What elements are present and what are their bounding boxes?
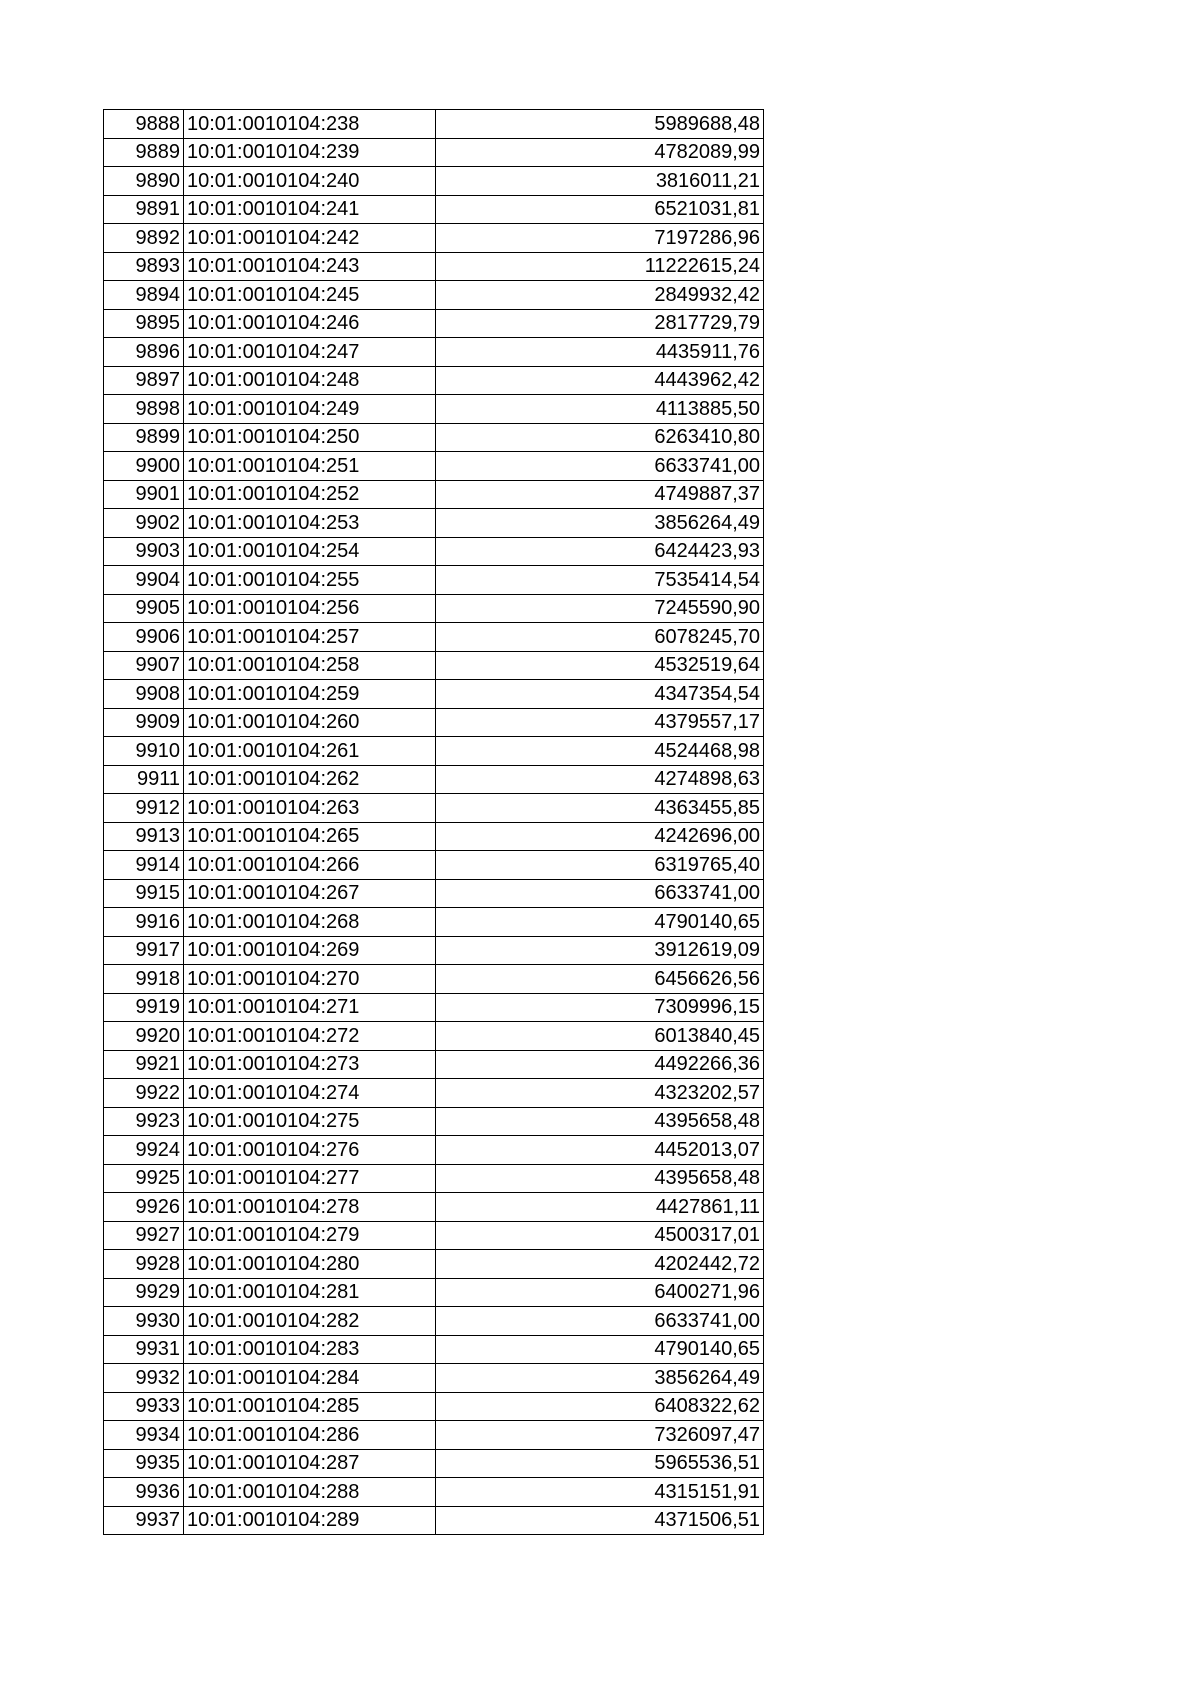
- cadastral-value-cell: 4492266,36: [436, 1050, 764, 1079]
- cadastral-number-cell: 10:01:0010104:241: [184, 195, 436, 224]
- cadastral-number-cell: 10:01:0010104:277: [184, 1164, 436, 1193]
- row-number-cell: 9893: [104, 252, 184, 281]
- cadastral-value-cell: 7245590,90: [436, 594, 764, 623]
- cadastral-value-cell: 6633741,00: [436, 452, 764, 481]
- table-row: [104, 509, 764, 538]
- table-row: [104, 965, 764, 994]
- cadastral-number-cell: 10:01:0010104:240: [184, 167, 436, 196]
- cadastral-value-cell: 6633741,00: [436, 879, 764, 908]
- row-number-cell: 9904: [104, 566, 184, 595]
- row-number-cell: 9910: [104, 737, 184, 766]
- cadastral-value-cell: 6400271,96: [436, 1278, 764, 1307]
- table-row: [104, 1107, 764, 1136]
- cadastral-number-cell: 10:01:0010104:259: [184, 680, 436, 709]
- row-number-cell: 9906: [104, 623, 184, 652]
- cadastral-number-cell: 10:01:0010104:254: [184, 537, 436, 566]
- cadastral-value-cell: 4323202,57: [436, 1079, 764, 1108]
- row-number-cell: 9900: [104, 452, 184, 481]
- table-row: [104, 138, 764, 167]
- row-number-cell: 9896: [104, 338, 184, 367]
- cadastral-number-cell: 10:01:0010104:280: [184, 1250, 436, 1279]
- cadastral-number-cell: 10:01:0010104:248: [184, 366, 436, 395]
- cadastral-value-cell: 4363455,85: [436, 794, 764, 823]
- row-number-cell: 9905: [104, 594, 184, 623]
- table-row: [104, 1335, 764, 1364]
- cadastral-value-cell: 4790140,65: [436, 1335, 764, 1364]
- table-row: [104, 1278, 764, 1307]
- cadastral-value-cell: 6424423,93: [436, 537, 764, 566]
- cadastral-value-cell: 2817729,79: [436, 309, 764, 338]
- cadastral-number-cell: 10:01:0010104:286: [184, 1421, 436, 1450]
- table-row: [104, 480, 764, 509]
- table-row: [104, 1050, 764, 1079]
- row-number-cell: 9932: [104, 1364, 184, 1393]
- row-number-cell: 9922: [104, 1079, 184, 1108]
- cadastral-number-cell: 10:01:0010104:287: [184, 1449, 436, 1478]
- row-number-cell: 9903: [104, 537, 184, 566]
- table-row: [104, 1221, 764, 1250]
- cadastral-value-cell: 6319765,40: [436, 851, 764, 880]
- table-row: [104, 1164, 764, 1193]
- cadastral-number-cell: 10:01:0010104:243: [184, 252, 436, 281]
- table-row: [104, 366, 764, 395]
- cadastral-number-cell: 10:01:0010104:266: [184, 851, 436, 880]
- cadastral-number-cell: 10:01:0010104:250: [184, 423, 436, 452]
- row-number-cell: 9913: [104, 822, 184, 851]
- cadastral-value-cell: 4435911,76: [436, 338, 764, 367]
- cadastral-number-cell: 10:01:0010104:281: [184, 1278, 436, 1307]
- table-row: [104, 423, 764, 452]
- row-number-cell: 9927: [104, 1221, 184, 1250]
- row-number-cell: 9919: [104, 993, 184, 1022]
- cadastral-number-cell: 10:01:0010104:265: [184, 822, 436, 851]
- cadastral-value-cell: 6263410,80: [436, 423, 764, 452]
- row-number-cell: 9935: [104, 1449, 184, 1478]
- cadastral-value-cell: 6456626,56: [436, 965, 764, 994]
- table-row: [104, 395, 764, 424]
- row-number-cell: 9934: [104, 1421, 184, 1450]
- cadastral-value-cell: 4395658,48: [436, 1107, 764, 1136]
- cadastral-value-cell: 3856264,49: [436, 1364, 764, 1393]
- table-row: [104, 309, 764, 338]
- cadastral-value-cell: 4395658,48: [436, 1164, 764, 1193]
- cadastral-value-cell: 4274898,63: [436, 765, 764, 794]
- cadastral-number-cell: 10:01:0010104:239: [184, 138, 436, 167]
- cadastral-number-cell: 10:01:0010104:258: [184, 651, 436, 680]
- table-row: [104, 680, 764, 709]
- table-row: [104, 537, 764, 566]
- cadastral-value-cell: 4524468,98: [436, 737, 764, 766]
- cadastral-number-cell: 10:01:0010104:274: [184, 1079, 436, 1108]
- row-number-cell: 9891: [104, 195, 184, 224]
- cadastral-number-cell: 10:01:0010104:247: [184, 338, 436, 367]
- row-number-cell: 9914: [104, 851, 184, 880]
- cadastral-value-cell: 4347354,54: [436, 680, 764, 709]
- cadastral-value-cell: 6521031,81: [436, 195, 764, 224]
- cadastral-number-cell: 10:01:0010104:270: [184, 965, 436, 994]
- table-row: [104, 908, 764, 937]
- table-row: [104, 1364, 764, 1393]
- cadastral-value-cell: 4782089,99: [436, 138, 764, 167]
- row-number-cell: 9908: [104, 680, 184, 709]
- cadastral-number-cell: 10:01:0010104:268: [184, 908, 436, 937]
- cadastral-value-cell: 6633741,00: [436, 1307, 764, 1336]
- cadastral-number-cell: 10:01:0010104:261: [184, 737, 436, 766]
- row-number-cell: 9918: [104, 965, 184, 994]
- table-row: [104, 452, 764, 481]
- cadastral-value-cell: 4113885,50: [436, 395, 764, 424]
- cadastral-number-cell: 10:01:0010104:267: [184, 879, 436, 908]
- cadastral-value-cell: 11222615,24: [436, 252, 764, 281]
- table-row: [104, 822, 764, 851]
- row-number-cell: 9895: [104, 309, 184, 338]
- cadastral-value-cell: 4790140,65: [436, 908, 764, 937]
- table-row: [104, 1506, 764, 1535]
- table-row: [104, 594, 764, 623]
- row-number-cell: 9894: [104, 281, 184, 310]
- row-number-cell: 9931: [104, 1335, 184, 1364]
- table-row: [104, 252, 764, 281]
- cadastral-number-cell: 10:01:0010104:283: [184, 1335, 436, 1364]
- table-row: [104, 936, 764, 965]
- cadastral-number-cell: 10:01:0010104:285: [184, 1392, 436, 1421]
- table-row: [104, 794, 764, 823]
- row-number-cell: 9924: [104, 1136, 184, 1165]
- row-number-cell: 9915: [104, 879, 184, 908]
- table-row: [104, 737, 764, 766]
- table-row: [104, 195, 764, 224]
- cadastral-value-cell: 4532519,64: [436, 651, 764, 680]
- cadastral-value-cell: 3856264,49: [436, 509, 764, 538]
- table-row: [104, 1136, 764, 1165]
- table-row: [104, 765, 764, 794]
- cadastral-number-cell: 10:01:0010104:262: [184, 765, 436, 794]
- row-number-cell: 9912: [104, 794, 184, 823]
- cadastral-number-cell: 10:01:0010104:245: [184, 281, 436, 310]
- cadastral-value-cell: 5989688,48: [436, 110, 764, 139]
- row-number-cell: 9936: [104, 1478, 184, 1507]
- cadastral-value-cell: 4315151,91: [436, 1478, 764, 1507]
- cadastral-value-cell: 3816011,21: [436, 167, 764, 196]
- table-row: [104, 1022, 764, 1051]
- table-row: [104, 1307, 764, 1336]
- cadastral-number-cell: 10:01:0010104:289: [184, 1506, 436, 1535]
- table-row: [104, 1449, 764, 1478]
- table-body: [104, 110, 764, 1535]
- row-number-cell: 9899: [104, 423, 184, 452]
- row-number-cell: 9916: [104, 908, 184, 937]
- cadastral-number-cell: 10:01:0010104:278: [184, 1193, 436, 1222]
- table-row: [104, 110, 764, 139]
- row-number-cell: 9888: [104, 110, 184, 139]
- table-row: [104, 281, 764, 310]
- cadastral-value-cell: 6078245,70: [436, 623, 764, 652]
- row-number-cell: 9892: [104, 224, 184, 253]
- row-number-cell: 9920: [104, 1022, 184, 1051]
- cadastral-number-cell: 10:01:0010104:276: [184, 1136, 436, 1165]
- table-row: [104, 167, 764, 196]
- table-row: [104, 566, 764, 595]
- table-row: [104, 851, 764, 880]
- cadastral-value-cell: 4242696,00: [436, 822, 764, 851]
- row-number-cell: 9929: [104, 1278, 184, 1307]
- cadastral-number-cell: 10:01:0010104:282: [184, 1307, 436, 1336]
- cadastral-value-table: [103, 109, 764, 1535]
- cadastral-number-cell: 10:01:0010104:288: [184, 1478, 436, 1507]
- cadastral-value-cell: 6408322,62: [436, 1392, 764, 1421]
- cadastral-number-cell: 10:01:0010104:256: [184, 594, 436, 623]
- row-number-cell: 9933: [104, 1392, 184, 1421]
- cadastral-value-cell: 7197286,96: [436, 224, 764, 253]
- cadastral-value-cell: 3912619,09: [436, 936, 764, 965]
- cadastral-number-cell: 10:01:0010104:269: [184, 936, 436, 965]
- table-row: [104, 224, 764, 253]
- row-number-cell: 9898: [104, 395, 184, 424]
- cadastral-number-cell: 10:01:0010104:263: [184, 794, 436, 823]
- row-number-cell: 9930: [104, 1307, 184, 1336]
- row-number-cell: 9925: [104, 1164, 184, 1193]
- cadastral-value-cell: 4202442,72: [436, 1250, 764, 1279]
- row-number-cell: 9928: [104, 1250, 184, 1279]
- cadastral-value-cell: 7535414,54: [436, 566, 764, 595]
- cadastral-number-cell: 10:01:0010104:271: [184, 993, 436, 1022]
- cadastral-value-cell: 5965536,51: [436, 1449, 764, 1478]
- row-number-cell: 9937: [104, 1506, 184, 1535]
- cadastral-value-cell: 4443962,42: [436, 366, 764, 395]
- cadastral-number-cell: 10:01:0010104:272: [184, 1022, 436, 1051]
- table-row: [104, 1421, 764, 1450]
- cadastral-value-cell: 4427861,11: [436, 1193, 764, 1222]
- row-number-cell: 9923: [104, 1107, 184, 1136]
- cadastral-number-cell: 10:01:0010104:253: [184, 509, 436, 538]
- cadastral-value-cell: 4749887,37: [436, 480, 764, 509]
- row-number-cell: 9890: [104, 167, 184, 196]
- table-row: [104, 651, 764, 680]
- cadastral-number-cell: 10:01:0010104:257: [184, 623, 436, 652]
- table-row: [104, 879, 764, 908]
- row-number-cell: 9889: [104, 138, 184, 167]
- row-number-cell: 9917: [104, 936, 184, 965]
- cadastral-number-cell: 10:01:0010104:246: [184, 309, 436, 338]
- cadastral-number-cell: 10:01:0010104:252: [184, 480, 436, 509]
- cadastral-number-cell: 10:01:0010104:251: [184, 452, 436, 481]
- row-number-cell: 9911: [104, 765, 184, 794]
- cadastral-number-cell: 10:01:0010104:279: [184, 1221, 436, 1250]
- cadastral-value-cell: 4379557,17: [436, 708, 764, 737]
- row-number-cell: 9926: [104, 1193, 184, 1222]
- cadastral-value-cell: 4371506,51: [436, 1506, 764, 1535]
- cadastral-value-cell: 7309996,15: [436, 993, 764, 1022]
- cadastral-number-cell: 10:01:0010104:242: [184, 224, 436, 253]
- cadastral-number-cell: 10:01:0010104:255: [184, 566, 436, 595]
- cadastral-value-cell: 6013840,45: [436, 1022, 764, 1051]
- cadastral-number-cell: 10:01:0010104:238: [184, 110, 436, 139]
- row-number-cell: 9897: [104, 366, 184, 395]
- row-number-cell: 9901: [104, 480, 184, 509]
- table-row: [104, 1392, 764, 1421]
- table-row: [104, 1193, 764, 1222]
- cadastral-value-cell: 7326097,47: [436, 1421, 764, 1450]
- cadastral-number-cell: 10:01:0010104:273: [184, 1050, 436, 1079]
- table-row: [104, 993, 764, 1022]
- cadastral-number-cell: 10:01:0010104:249: [184, 395, 436, 424]
- cadastral-number-cell: 10:01:0010104:260: [184, 708, 436, 737]
- table-row: [104, 338, 764, 367]
- cadastral-number-cell: 10:01:0010104:275: [184, 1107, 436, 1136]
- cadastral-number-cell: 10:01:0010104:284: [184, 1364, 436, 1393]
- cadastral-value-cell: 4452013,07: [436, 1136, 764, 1165]
- table-row: [104, 1079, 764, 1108]
- cadastral-value-cell: 2849932,42: [436, 281, 764, 310]
- table-row: [104, 623, 764, 652]
- table-row: [104, 708, 764, 737]
- row-number-cell: 9907: [104, 651, 184, 680]
- row-number-cell: 9909: [104, 708, 184, 737]
- table-row: [104, 1250, 764, 1279]
- cadastral-value-cell: 4500317,01: [436, 1221, 764, 1250]
- row-number-cell: 9921: [104, 1050, 184, 1079]
- table-row: [104, 1478, 764, 1507]
- row-number-cell: 9902: [104, 509, 184, 538]
